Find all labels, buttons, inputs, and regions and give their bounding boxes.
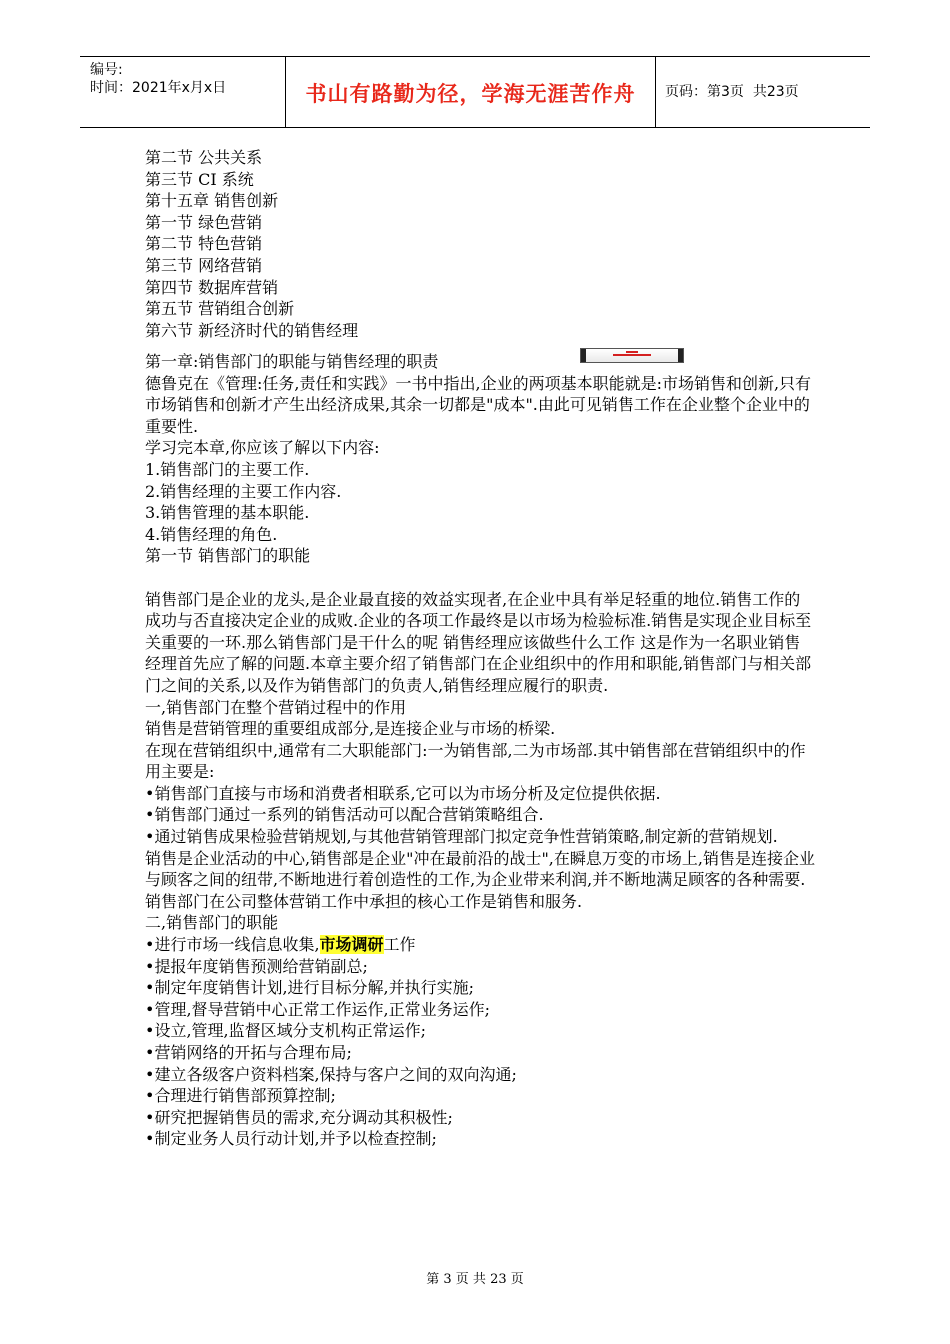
page-prefix: 页码：第 — [665, 84, 721, 100]
footer-suffix: 页 — [506, 1272, 524, 1287]
objective-item: 3.销售管理的基本职能. — [145, 503, 310, 523]
page-total: 23 — [766, 84, 785, 100]
learning-lead: 学习完本章,你应该了解以下内容: — [145, 438, 380, 458]
bullet-item: •通过销售成果检验营销规划,与其他营销管理部门拟定竞争性营销策略,制定新的营销规划. — [145, 827, 778, 847]
bullet-item: •营销网络的开拓与合理布局; — [145, 1043, 352, 1062]
footer-current: 3 — [443, 1272, 452, 1287]
toc-item: 第五节 营销组合创新 — [145, 299, 295, 319]
header-divider — [655, 57, 656, 127]
page-mid: 页 共 — [729, 84, 767, 100]
toc-item: 第三节 CI 系统 — [145, 169, 254, 189]
toc-item: 第二节 公共关系 — [145, 148, 263, 167]
chapter-title: 第一章:销售部门的职能与销售经理的职责 — [145, 352, 439, 371]
bullet-item: •管理,督导营销中心正常工作运作,正常业务运作; — [145, 999, 491, 1019]
page-footer — [0, 1268, 950, 1287]
bullet-item: •销售部门通过一系列的销售活动可以配合营销策略组合. — [145, 805, 544, 825]
footer-mid: 页 共 — [451, 1272, 491, 1287]
toc-item: 第六节 新经济时代的销售经理 — [145, 320, 359, 340]
header-meta — [90, 61, 226, 97]
page-current: 3 — [721, 84, 730, 100]
bullet-item: •合理进行销售部预算控制; — [145, 1086, 336, 1106]
bullet-item: •建立各级客户资料档案,保持与客户之间的双向沟通; — [145, 1064, 517, 1084]
subsection-title: 一,销售部门在整个营销过程中的作用 — [145, 697, 407, 717]
serial-label: 编号: — [90, 62, 123, 78]
objective-item: 4.销售经理的角色. — [145, 524, 278, 544]
bullet-text: •进行市场一线信息收集, — [145, 935, 320, 955]
bullet-item — [145, 934, 815, 956]
toc-item: 第一节 绿色营销 — [145, 212, 263, 232]
paragraph: 销售是营销管理的重要组成部分,是连接企业与市场的桥梁. — [145, 719, 556, 739]
page-suffix: 页 — [784, 84, 799, 100]
bullet-item: •设立,管理,监督区域分支机构正常运作; — [145, 1021, 427, 1041]
header-motto: 书山有路勤为径，学海无涯苦作舟 — [305, 82, 636, 106]
highlighted-text: 市场调研 — [319, 935, 384, 955]
bullet-item: •研究把握销售员的需求,充分调动其积极性; — [145, 1107, 453, 1127]
section-title: 第一节 销售部门的职能 — [145, 546, 311, 566]
header-page-number — [665, 81, 799, 101]
bullet-item: •提报年度销售预测给营销副总; — [145, 956, 368, 976]
footer-prefix: 第 — [426, 1272, 444, 1287]
table-of-contents — [145, 147, 358, 341]
bullet-item: •制定业务人员行动计划,并予以检查控制; — [145, 1129, 437, 1149]
toc-item: 第三节 网络营销 — [145, 255, 263, 275]
bullet-item: •制定年度销售计划,进行目标分解,并执行实施; — [145, 978, 475, 998]
toc-item: 第四节 数据库营销 — [145, 277, 279, 297]
bullet-item: •销售部门直接与市场和消费者相联系,它可以为市场分析及定位提供依据. — [145, 783, 661, 803]
footer-total: 23 — [490, 1272, 507, 1287]
document-body — [145, 351, 815, 1150]
toc-item: 第二节 特色营销 — [145, 234, 263, 254]
page-header — [80, 56, 870, 128]
blank-line — [145, 567, 815, 589]
objective-item: 2.销售经理的主要工作内容. — [145, 481, 342, 501]
paragraph: 在现在营销组织中,通常有二大职能部门:一为销售部,二为市场部.其中销售部在营销组织中的作用主要是: — [145, 740, 806, 782]
toc-item: 第十五章 销售创新 — [145, 191, 279, 211]
paragraph: 销售是企业活动的中心,销售部是企业"冲在最前沿的战士",在瞬息万变的市场上,销售是连接企业与顾客之间的纽带,不断地进行着创造性的工作,为企业带来利润,并不断地满足顾客的各种需要.销售部门在公司整体营销工作中承担的核心工作是销售和服务. — [145, 848, 815, 911]
subsection-title: 二,销售部门的职能 — [145, 913, 279, 933]
objective-item: 1.销售部门的主要工作. — [145, 459, 310, 479]
time-label: 时间：2021年x月x日 — [90, 80, 227, 96]
bullet-text: 工作 — [383, 935, 416, 955]
intro-paragraph: 德鲁克在《管理:任务,责任和实践》一书中指出,企业的两项基本职能就是:市场销售和创新,只有市场销售和创新才产生出经济成果,其余一切都是"成本".由此可见销售工作在企业整个企业中的重要性. — [145, 373, 812, 436]
section-paragraph: 销售部门是企业的龙头,是企业最直接的效益实现者,在企业中具有举足轻重的地位.销售工作的成功与否直接决定企业的成败.企业的各项工作最终是以市场为检验标准.销售是实现企业目标至关重要的一环.那么销售部门是干什么的呢 销售经理应该做些什么工作 这是作为一名职业销售经理首先应了解的问题.本章主要介绍了销售部门在企业组织中的作用和职能,销售部门与相关部门之间的关系,以及作为销售部门的负责人,销售经理应履行的职责. — [145, 589, 812, 695]
